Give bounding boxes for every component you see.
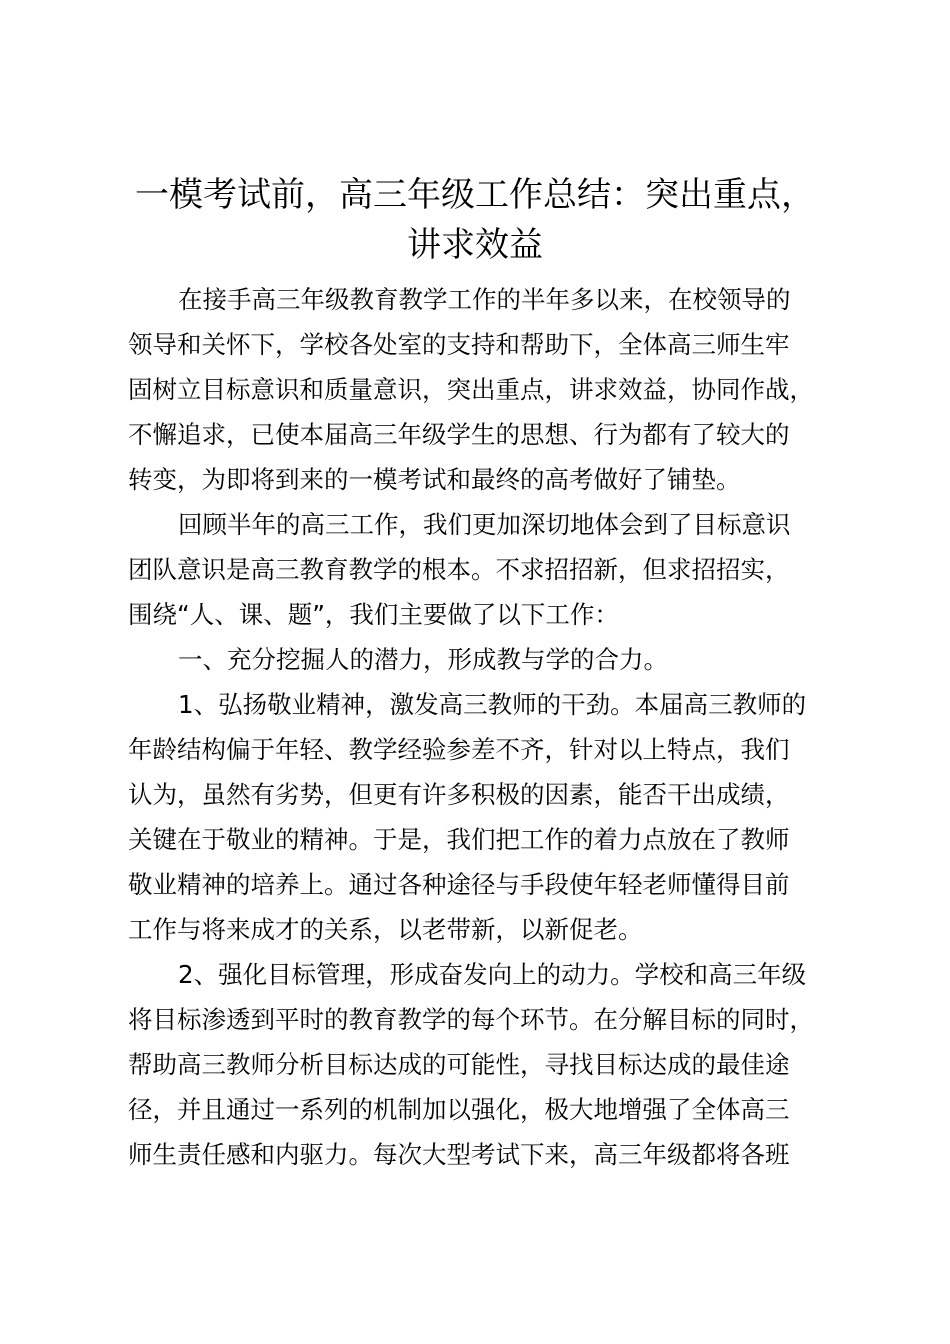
paragraph-intro [128,277,848,502]
paragraph-item-2 [128,952,848,1177]
text-line: 径，并且通过一系列的机制加以强化，极大地增强了全体高三 [128,1095,790,1124]
document-title [100,170,850,270]
title-line: 一模考试前，高三年级工作总结：突出重点， [135,175,815,215]
text-line: 团队意识是高三教育教学的根本。不求招招新，但求招招实， [128,555,790,584]
paragraph-review [128,502,848,637]
text-line: 一、充分挖掘人的潜力，形成教与学的合力。 [178,645,668,674]
text-line: 不懈追求，已使本届高三年级学生的思想、行为都有了较大的 [128,420,790,449]
text-line: 敬业精神的培养上。通过各种途径与手段使年轻老师懂得目前 [128,870,790,899]
text-line: 关键在于敬业的精神。于是，我们把工作的着力点放在了教师 [128,825,790,854]
text-line: 2、强化目标管理，形成奋发向上的动力。学校和高三年级 [178,960,807,989]
text-line: 将目标渗透到平时的教育教学的每个环节。在分解目标的同时， [128,1005,814,1034]
text-line: 认为，虽然有劣势，但更有许多积极的因素，能否干出成绩， [128,780,790,809]
text-line: 帮助高三教师分析目标达成的可能性，寻找目标达成的最佳途 [128,1050,790,1079]
title-line: 讲求效益 [407,225,543,265]
text-line: 师生责任感和内驱力。每次大型考试下来，高三年级都将各班 [128,1140,790,1169]
text-line: 固树立目标意识和质量意识，突出重点，讲求效益，协同作战， [128,375,814,404]
text-line: 在接手高三年级教育教学工作的半年多以来，在校领导的 [178,285,791,314]
text-line: 转变，为即将到来的一模考试和最终的高考做好了铺垫。 [128,465,741,494]
text-line: 领导和关怀下，学校各处室的支持和帮助下，全体高三师生牢 [128,330,790,359]
text-line: 1、弘扬敬业精神，激发高三教师的干劲。本届高三教师的 [178,690,807,719]
text-line: 回顾半年的高三工作，我们更加深切地体会到了目标意识 [178,510,791,539]
paragraph-item-1 [128,682,848,952]
text-line: 年龄结构偏于年轻、教学经验参差不齐，针对以上特点，我们 [128,735,790,764]
document-body [128,277,848,1177]
text-line: 围绕“人、课、题”，我们主要做了以下工作： [128,600,619,629]
section-heading-one [128,637,848,682]
text-line: 工作与将来成才的关系，以老带新，以新促老。 [128,915,643,944]
